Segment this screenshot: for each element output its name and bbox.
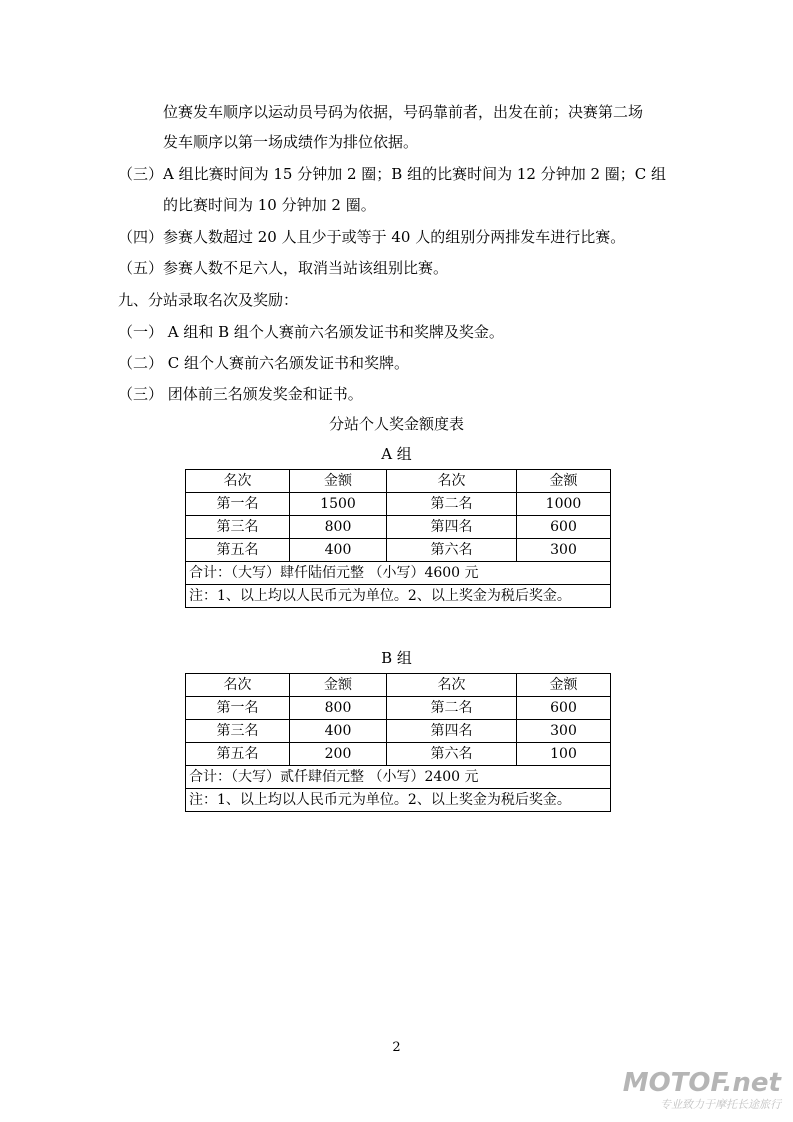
table-note-row [186,789,611,812]
table-total-row [186,562,611,585]
rank-cell: 第四名 [387,516,517,539]
table-header-row [186,470,611,493]
rank-cell: 第四名 [387,720,517,743]
rank-cell: 第六名 [387,539,517,562]
watermark-brand: MOTOF.net [622,1068,781,1098]
amount-cell: 400 [290,539,387,562]
column-header: 名次 [186,674,290,697]
amount-cell: 600 [517,516,611,539]
total-cell: 合计：（大写）贰仟肆佰元整 （小写）2400 元 [186,766,611,789]
paragraph-line: 位赛发车顺序以运动员号码为依据，号码靠前者，出发在前；决赛第二场 [163,103,644,121]
table-row [186,516,611,539]
column-header: 金额 [290,674,387,697]
rank-cell: 第三名 [186,516,290,539]
table-note-row [186,585,611,608]
column-header: 名次 [186,470,290,493]
column-header: 名次 [387,470,517,493]
rank-cell: 第二名 [387,493,517,516]
table-row [186,493,611,516]
rank-cell: 第二名 [387,697,517,720]
amount-cell: 800 [290,516,387,539]
paragraph-line: 发车顺序以第一场成绩作为排位依据。 [163,133,419,151]
group-a-title: A 组 [381,445,412,463]
table-title: 分站个人奖金额度表 [328,415,464,433]
paragraph-line: （三）A 组比赛时间为 15 分钟加 2 圈；B 组的比赛时间为 12 分钟加 2 圈；C 组 [118,165,667,183]
amount-cell: 300 [517,720,611,743]
amount-cell: 200 [290,743,387,766]
note-cell: 注：1、以上均以人民币元为单位。2、以上奖金为税后奖金。 [186,585,611,608]
group-b-title: B 组 [381,649,412,667]
amount-cell: 1500 [290,493,387,516]
watermark [581,1068,781,1112]
amount-cell: 400 [290,720,387,743]
table-row [186,539,611,562]
table-row [186,743,611,766]
column-header: 金额 [290,470,387,493]
rank-cell: 第五名 [186,539,290,562]
table-header-row [186,674,611,697]
amount-cell: 800 [290,697,387,720]
paragraph-line: （三） 团体前三名颁发奖金和证书。 [118,385,363,403]
table-row [186,720,611,743]
table-row [186,697,611,720]
table-total-row [186,766,611,789]
rank-cell: 第三名 [186,720,290,743]
page-number: 2 [392,1040,401,1055]
watermark-tagline: 专业致力于摩托长途旅行 [660,1098,781,1111]
group-a-prize-table [185,469,611,608]
amount-cell: 600 [517,697,611,720]
paragraph-line: （一） A 组和 B 组个人赛前六名颁发证书和奖牌及奖金。 [118,323,504,341]
paragraph-line: （二） C 组个人赛前六名颁发证书和奖牌。 [118,354,410,372]
rank-cell: 第六名 [387,743,517,766]
total-cell: 合计：（大写）肆仟陆佰元整 （小写）4600 元 [186,562,611,585]
rank-cell: 第一名 [186,493,290,516]
paragraph-line: （五）参赛人数不足六人，取消当站该组别比赛。 [118,259,449,277]
amount-cell: 100 [517,743,611,766]
rank-cell: 第一名 [186,697,290,720]
paragraph-line: 的比赛时间为 10 分钟加 2 圈。 [163,196,376,214]
group-b-prize-table [185,673,611,812]
column-header: 名次 [387,674,517,697]
section-heading: 九、分站录取名次及奖励： [118,291,299,309]
amount-cell: 1000 [517,493,611,516]
amount-cell: 300 [517,539,611,562]
paragraph-line: （四）参赛人数超过 20 人且少于或等于 40 人的组别分两排发车进行比赛。 [118,228,626,246]
rank-cell: 第五名 [186,743,290,766]
note-cell: 注：1、以上均以人民币元为单位。2、以上奖金为税后奖金。 [186,789,611,812]
column-header: 金额 [517,470,611,493]
column-header: 金额 [517,674,611,697]
